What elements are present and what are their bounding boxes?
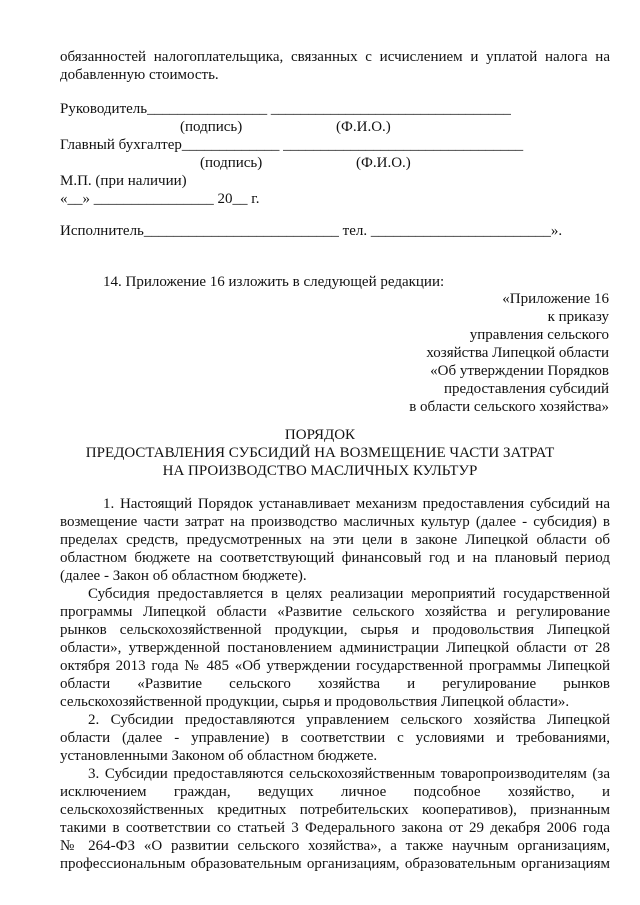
body-line: программы Липецкой области «Развитие сельского хозяйства и регулирование [60,604,610,620]
appendix-header-line: хозяйства Липецкой области [426,345,609,361]
body-line: октября 2013 года № 485 «Об утверждении государственной программы Липецкой [60,658,610,674]
body-line: сельскохозяйственных кредитных потребительских кооперативов), признанным [60,802,610,818]
executor-line: Исполнитель__________________________ тел. ________________________». [60,223,563,239]
body-line: 2. Субсидии предоставляются управлением сельского хозяйства Липецкой [88,712,610,728]
body-line: № 264-ФЗ «О развитии сельского хозяйства», а также научным организациям, [60,838,610,854]
signature-accountant: Главный бухгалтер_____________ ________________________________ [60,137,524,153]
appendix-header-line: «Приложение 16 [502,291,609,307]
body-line: области «Развитие сельского хозяйства и регулирование рынков [60,676,610,692]
body-line: профессиональным образовательным организациям, образовательным организациям [60,856,610,872]
intro-line: обязанностей налогоплательщика, связанных с исчислением и уплатой налога на [60,49,610,65]
body-line: установленными Законом об областном бюджете. [60,748,378,764]
appendix-header-line: предоставления субсидий [443,381,609,397]
signature-head: Руководитель________________ ________________________________ [60,101,511,117]
body-line: рынков сельскохозяйственной продукции, сырья и продовольствия Липецкой [60,622,610,638]
appendix-header-line: управления сельского [469,327,609,343]
signature-caption: (подпись) (Ф.И.О.) [180,119,391,135]
stamp-note: М.П. (при наличии) [60,173,187,189]
body-line: 1. Настоящий Порядок устанавливает механизм предоставления субсидий на [103,496,610,512]
appendix-header-line: в области сельского хозяйства» [409,399,609,415]
body-line: исключением граждан, ведущих личное подсобное хозяйство, и [60,784,610,800]
body-line: (далее - Закон об областном бюджете). [60,568,307,584]
item-14: 14. Приложение 16 изложить в следующей редакции: [103,274,445,290]
appendix-header-line: «Об утверждении Порядков [430,363,609,379]
signature-caption: (подпись) (Ф.И.О.) [200,155,411,171]
body-line: Субсидия предоставляется в целях реализации мероприятий государственной [88,586,610,602]
intro-line: добавленную стоимость. [60,67,219,83]
body-line: области», утвержденной постановлением администрации Липецкой области от 28 [60,640,610,656]
document-title: ПОРЯДОК [284,427,356,443]
appendix-header-line: к приказу [547,309,609,325]
date-line: «__» ________________ 20__ г. [60,191,260,207]
body-line: 3. Субсидии предоставляются сельскохозяйственным товаропроизводителям (за [88,766,610,782]
document-title: НА ПРОИЗВОДСТВО МАСЛИЧНЫХ КУЛЬТУР [162,463,478,479]
body-line: пределах средств, предусмотренных на эти цели в законе Липецкой области об [60,532,610,548]
body-line: возмещение части затрат на производство масличных культур (далее - субсидия) в [60,514,610,530]
body-line: такими в соответствии со статьей 3 Федерального закона от 29 декабря 2006 года [60,820,610,836]
body-line: области (далее - управление) в соответствии с условиями и требованиями, [60,730,610,746]
body-line: областном бюджете на соответствующий финансовый год и на плановый период [60,550,610,566]
body-line: сельскохозяйственной продукции, сырья и продовольствия Липецкой области». [60,694,570,710]
document-title: ПРЕДОСТАВЛЕНИЯ СУБСИДИЙ НА ВОЗМЕЩЕНИЕ ЧАСТИ ЗАТРАТ [85,445,555,461]
